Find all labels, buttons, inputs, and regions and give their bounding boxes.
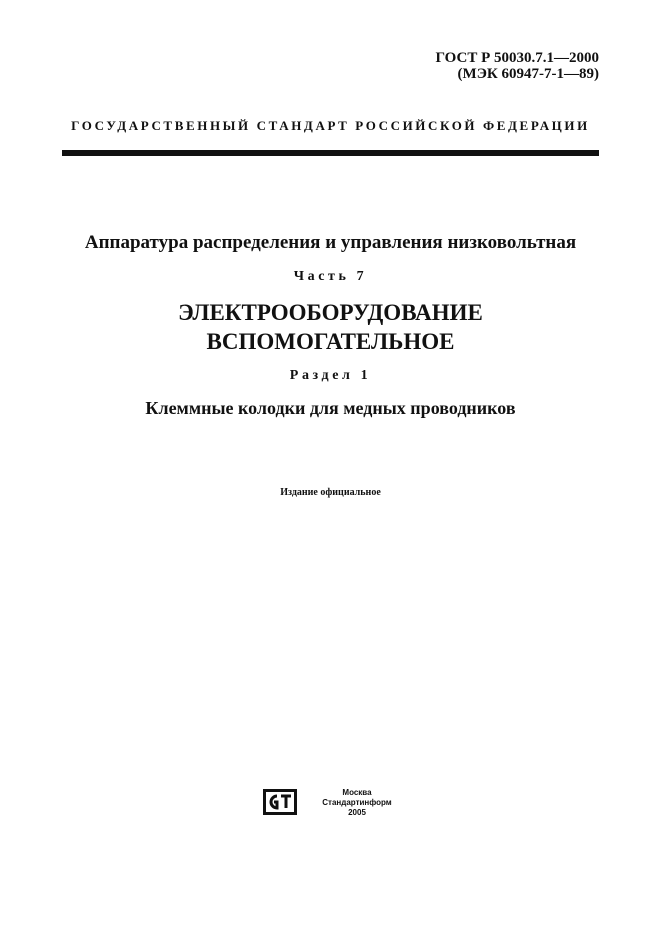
publisher-city: Москва [342,788,372,797]
gost-codes [435,50,599,82]
header-rule [62,150,599,156]
part-label: Часть 7 [293,269,368,284]
section-label: Раздел 1 [289,368,372,383]
state-standard-line: ГОСУДАРСТВЕННЫЙ СТАНДАРТ РОССИЙСКОЙ ФЕДЕРАЦИИ [71,118,590,133]
publisher-name: Стандартинформ [322,798,392,807]
publisher-info [302,788,412,818]
publisher-year: 2005 [348,808,366,817]
subject-title [30,298,631,356]
subject-line-2: ВСПОМОГАТЕЛЬНОЕ [206,329,455,354]
gost-number: ГОСТ Р 50030.7.1—2000 [435,50,599,66]
iec-number: (МЭК 60947-7-1—89) [457,66,599,82]
main-title: Аппаратура распределения и управления низковольтная [84,232,577,253]
section-title: Клеммные колодки для медных проводников [145,398,516,418]
edition-note: Издание официальное [280,487,381,498]
subject-line-1: ЭЛЕКТРООБОРУДОВАНИЕ [178,300,483,325]
standartinform-logo-icon [262,788,298,816]
